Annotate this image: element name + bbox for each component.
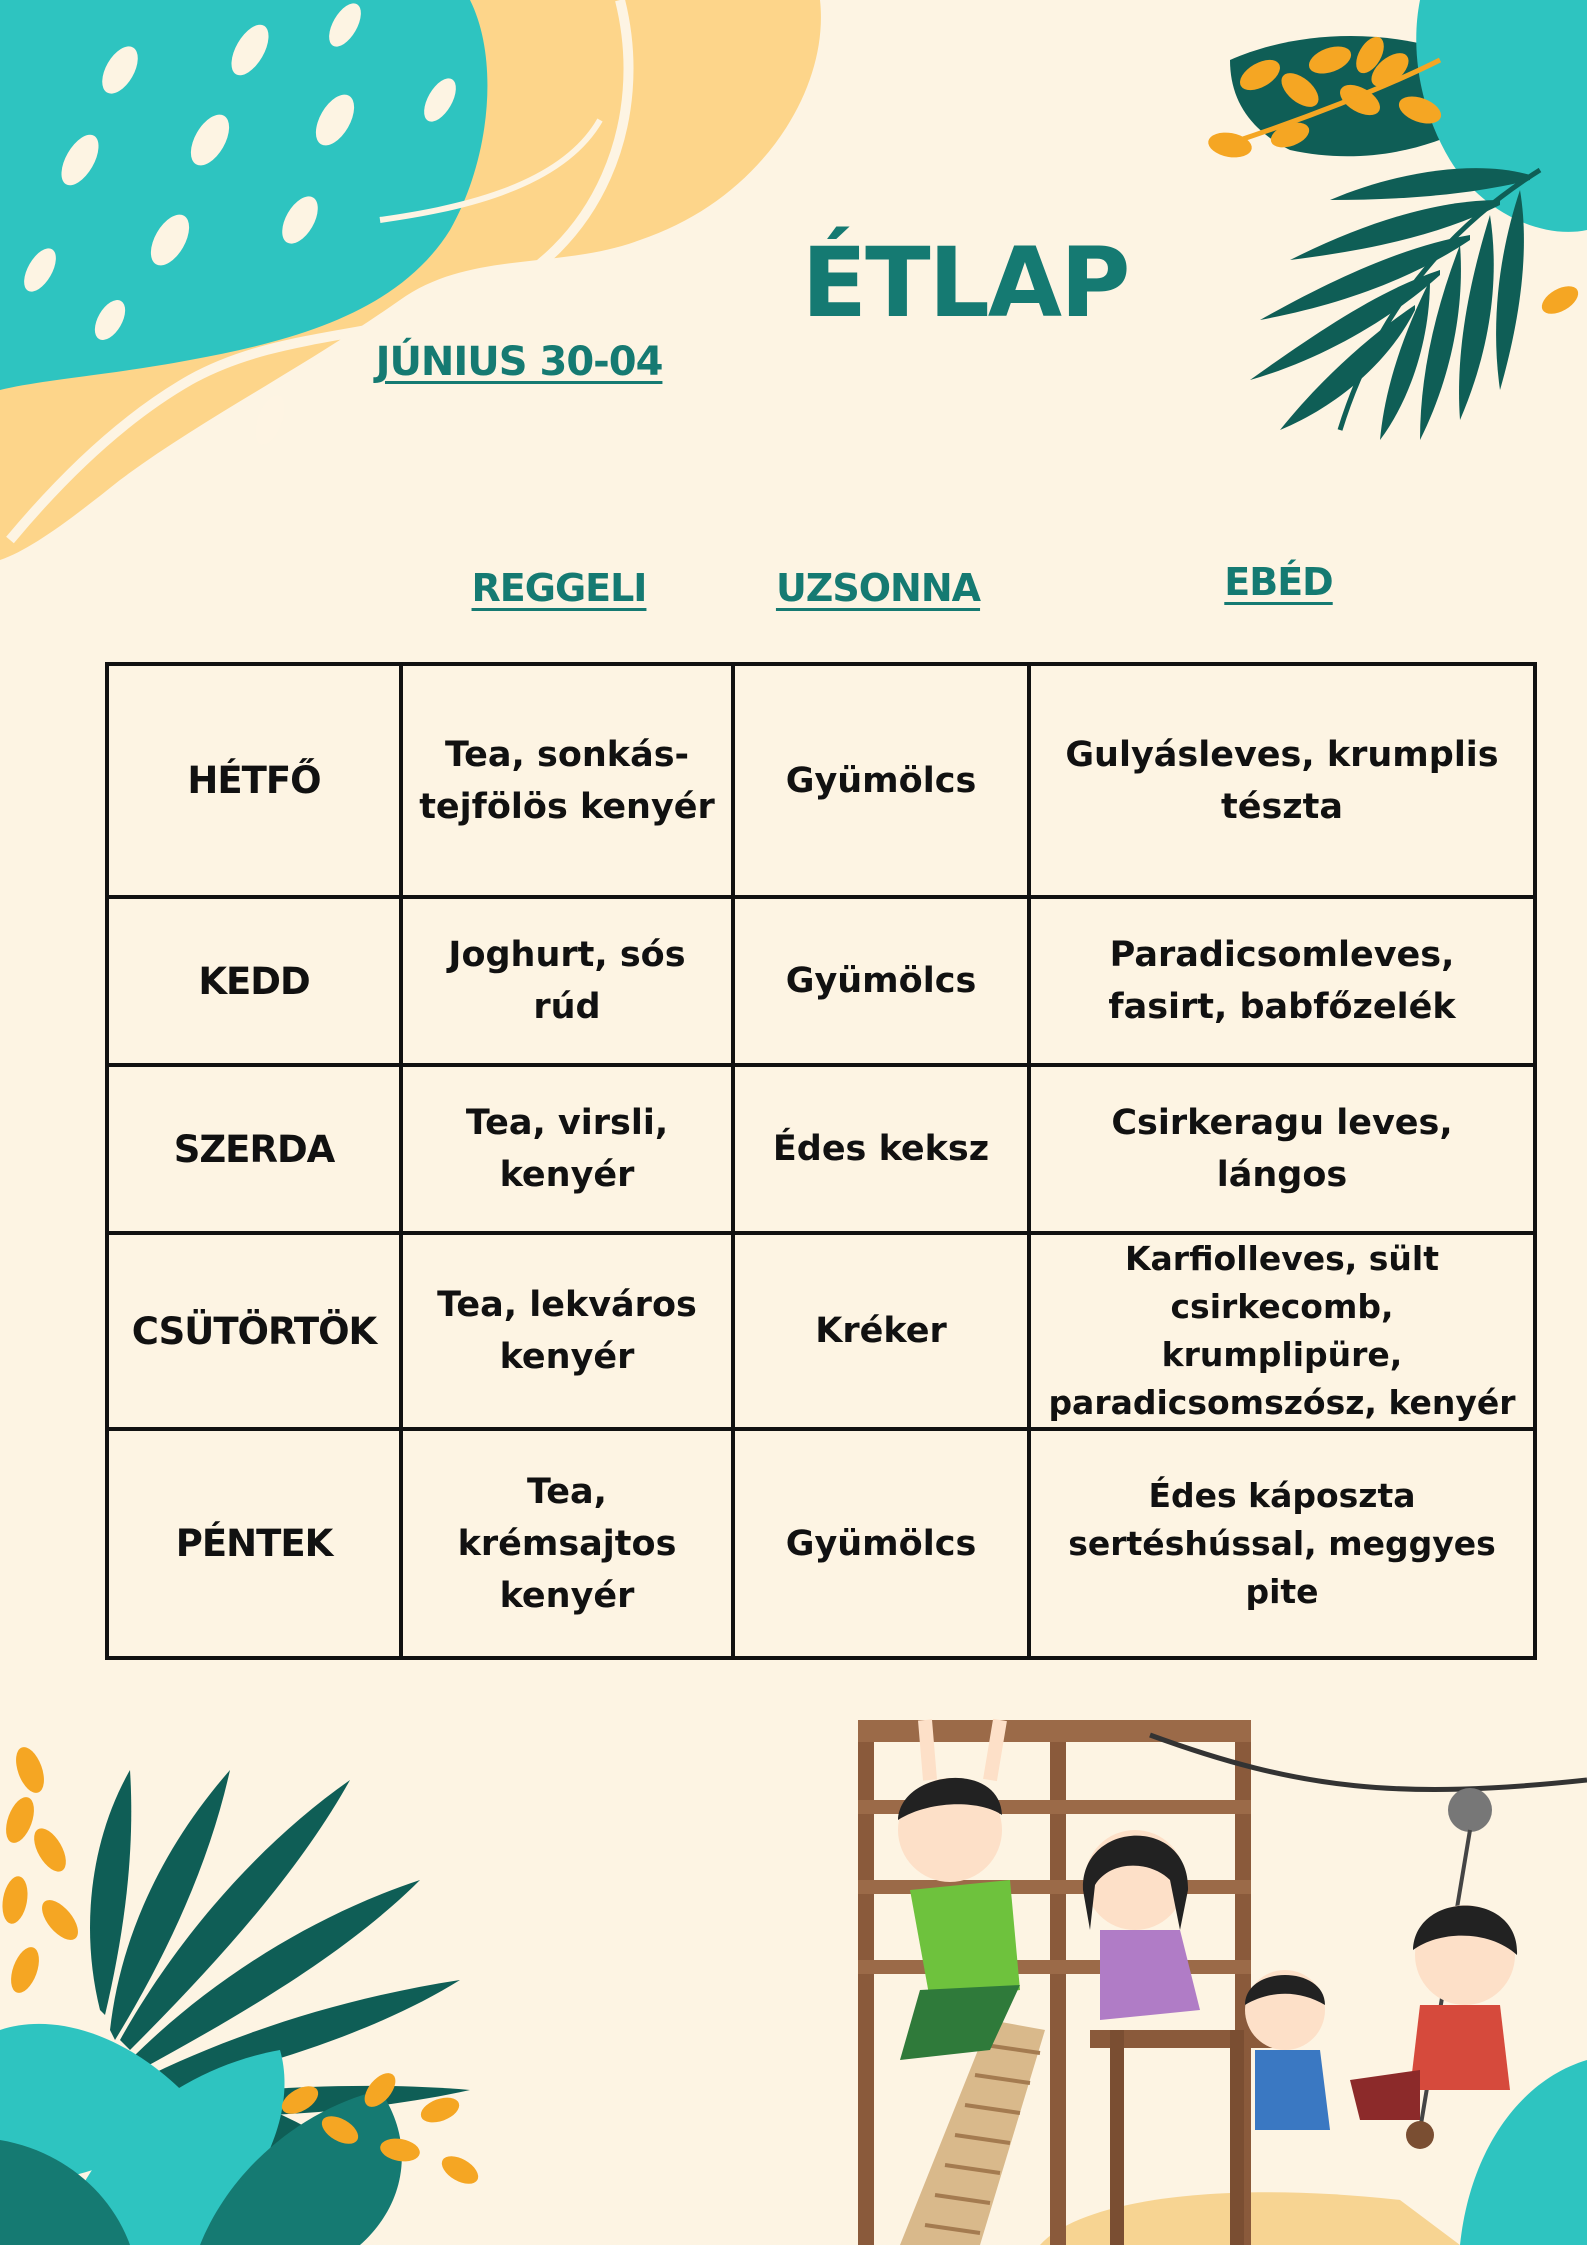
lunch-cell: Édes káposzta sertéshússal, meggyes pite: [1029, 1429, 1535, 1658]
table-row: [107, 1429, 1535, 1658]
snack-cell: Kréker: [733, 1233, 1029, 1429]
page-title: ÉTLAP: [801, 227, 1129, 339]
breakfast-cell: Tea, virsli, kenyér: [401, 1065, 733, 1233]
day-cell: HÉTFŐ: [107, 664, 401, 897]
table-row: [107, 664, 1535, 897]
lunch-cell: Paradicsomleves, fasirt, babfőzelék: [1029, 897, 1535, 1065]
breakfast-cell: Tea, sonkás-tejfölös kenyér: [401, 664, 733, 897]
column-header-breakfast: REGGELI: [471, 566, 647, 610]
breakfast-cell: Joghurt, sós rúd: [401, 897, 733, 1065]
lunch-cell: Gulyásleves, krumplis tészta: [1029, 664, 1535, 897]
day-cell: SZERDA: [107, 1065, 401, 1233]
breakfast-cell: Tea, krémsajtos kenyér: [401, 1429, 733, 1658]
table-row: [107, 1233, 1535, 1429]
lunch-cell: Karfiolleves, sült csirkecomb, krumplipüre, paradicsomszósz, kenyér: [1029, 1233, 1535, 1429]
menu-table: [105, 662, 1537, 1660]
column-header-snack: UZSONNA: [775, 566, 981, 610]
lunch-cell: Csirkeragu leves, lángos: [1029, 1065, 1535, 1233]
day-cell: KEDD: [107, 897, 401, 1065]
snack-cell: Édes keksz: [733, 1065, 1029, 1233]
snack-cell: Gyümölcs: [733, 1429, 1029, 1658]
column-header-lunch: EBÉD: [1224, 560, 1333, 604]
day-cell: PÉNTEK: [107, 1429, 401, 1658]
day-cell: CSÜTÖRTÖK: [107, 1233, 401, 1429]
snack-cell: Gyümölcs: [733, 664, 1029, 897]
table-row: [107, 1065, 1535, 1233]
bottom-left-leaves: [0, 1743, 483, 2245]
table-row: [107, 897, 1535, 1065]
top-right-leaves: [1206, 0, 1587, 440]
playground-illustration: [858, 1720, 1587, 2245]
breakfast-cell: Tea, lekváros kenyér: [401, 1233, 733, 1429]
snack-cell: Gyümölcs: [733, 897, 1029, 1065]
date-range: JÚNIUS 30-04: [375, 339, 663, 385]
